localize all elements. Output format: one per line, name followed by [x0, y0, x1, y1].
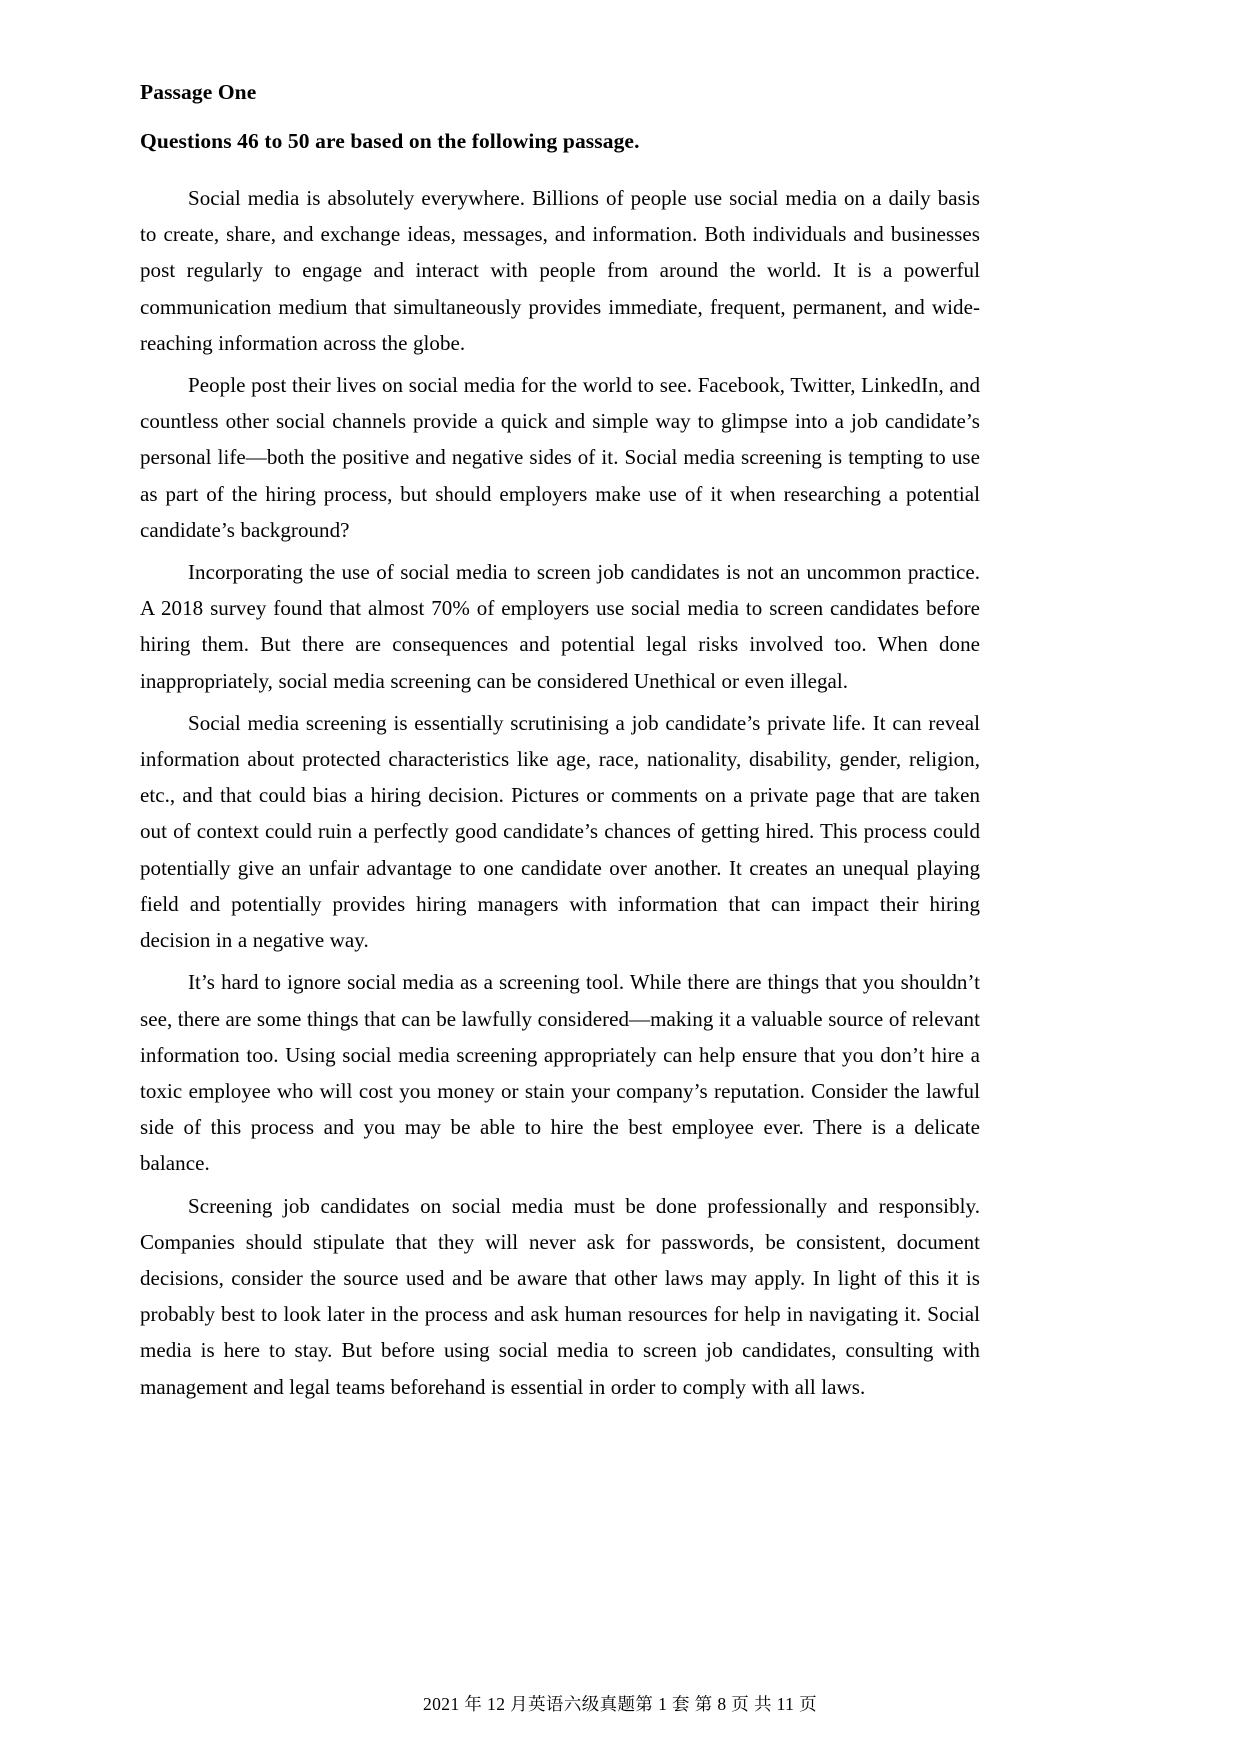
passage-title: Passage One	[140, 80, 257, 104]
questions-instruction: Questions 46 to 50 are based on the following passage.	[140, 129, 640, 154]
passage-paragraph: Social media is absolutely everywhere. Billions of people use social media on a daily basis to create, share, and exchange ideas, messages, and information. Both individuals and businesses post regularly to engage and interact with people from around the world. It is a powerful communication medium that simultaneously provides immediate, frequent, permanent, and wide-reaching information across the globe.	[140, 186, 980, 355]
passage-paragraph: Screening job candidates on social media must be done professionally and responsibly. Companies should stipulate that they will never ask for passwords, be consistent, document decisions, consider the source used and be aware that other laws may apply. In light of this it is probably best to look later in the process and ask human resources for help in navigating it. Social media is here to stay. But before using social media to screen job candidates, consulting with management and legal teams beforehand is essential in order to comply with all laws.	[140, 1193, 980, 1399]
passage-paragraph: Incorporating the use of social media to screen job candidates is not an uncommon practice. A 2018 survey found that almost 70% of employers use social media to screen candidates before hiring them. But there are consequences and potential legal risks involved too. When done inappropriately, social media screening can be considered Unethical or even illegal.	[140, 560, 980, 693]
passage-paragraph: Social media screening is essentially scrutinising a job candidate’s private life. It can reveal information about protected characteristics like age, race, nationality, disability, gender, religion, etc., and that could bias a hiring decision. Pictures or comments on a private page that are taken out of context could ruin a perfectly good candidate’s chances of getting hired. This process could potentially give an unfair advantage to one candidate over another. It creates an unequal playing field and potentially provides hiring managers with information that can impact their hiring decision in a negative way.	[140, 710, 980, 953]
page-footer: 2021 年 12 月英语六级真题第 1 套 第 8 页 共 11 页	[423, 1693, 817, 1714]
passage-paragraph: People post their lives on social media for the world to see. Facebook, Twitter, LinkedIn, and countless other social channels provide a quick and simple way to glimpse into a job candidate’s personal life—both the positive and negative sides of it. Social media screening is tempting to use as part of the hiring process, but should employers make use of it when researching a potential candidate’s background?	[140, 373, 980, 542]
passage-paragraph: It’s hard to ignore social media as a screening tool. While there are things that you shouldn’t see, there are some things that can be lawfully considered—making it a valuable source of relevant information too. Using social media screening appropriately can help ensure that you don’t hire a toxic employee who will cost you money or stain your company’s reputation. Consider the lawful side of this process and you may be able to hire the best employee ever. There is a delicate balance.	[140, 970, 980, 1176]
document-body	[140, 78, 980, 1405]
